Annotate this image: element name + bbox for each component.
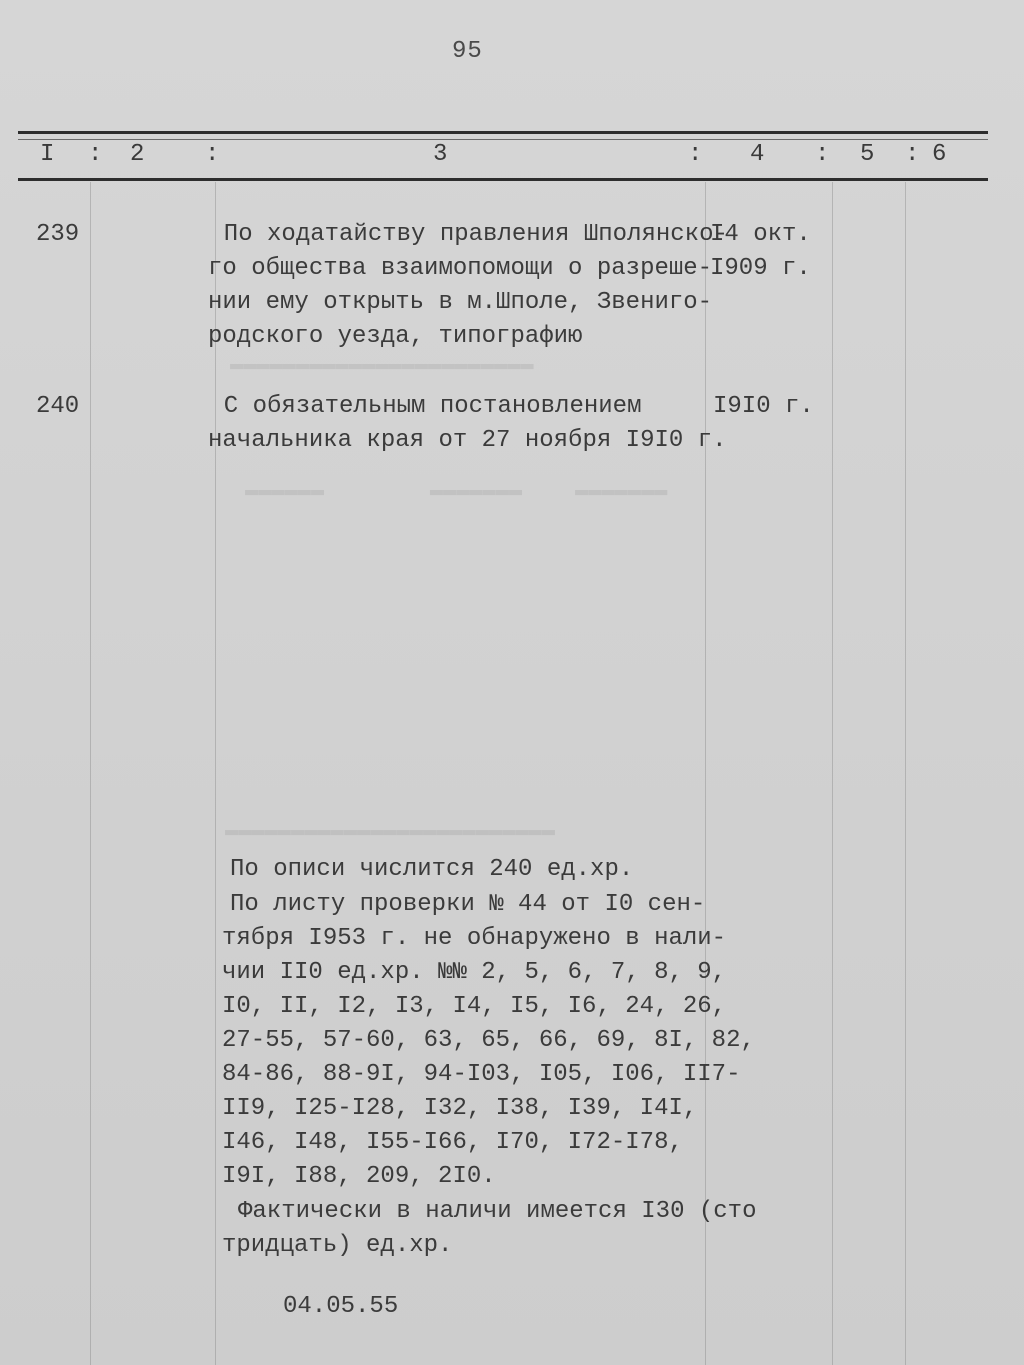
column-separator: : xyxy=(905,141,920,168)
entry-number-239: 239 xyxy=(36,221,80,248)
entry-239-line-3: нии ему открыть в м.Шполе, Звениго- xyxy=(208,289,713,316)
column-divider xyxy=(215,182,216,1365)
entry-239-date-line-1: I4 окт. xyxy=(710,221,811,248)
column-separator: : xyxy=(205,141,220,168)
table-top-rule-thin xyxy=(18,139,988,140)
summary-line: II9, I25-I28, I32, I38, I39, I4I, xyxy=(222,1095,698,1122)
footer-date: 04.05.55 xyxy=(283,1293,399,1320)
entry-240-line-1: С обязательным постановлением xyxy=(195,393,642,420)
column-header-2: 2 xyxy=(130,141,145,168)
entry-number-240: 240 xyxy=(36,393,80,420)
column-header-4: 4 xyxy=(750,141,765,168)
column-divider xyxy=(832,182,833,1365)
summary-line: По описи числится 240 ед.хр. xyxy=(230,856,634,883)
show-through-texture: ▬▬▬▬▬▬▬▬▬▬▬▬▬▬▬▬▬▬▬▬▬▬▬▬▬ xyxy=(225,818,556,843)
column-separator: : xyxy=(688,141,703,168)
table-top-rule xyxy=(18,131,988,134)
summary-line: 84-86, 88-9I, 94-I03, I05, I06, II7- xyxy=(222,1061,741,1088)
column-divider xyxy=(705,182,706,1365)
summary-line: чии II0 ед.хр. №№ 2, 5, 6, 7, 8, 9, xyxy=(222,959,727,986)
entry-239-line-1: По ходатайству правления Шполянско- xyxy=(195,221,728,248)
entry-239-line-2: го общества взаимопомощи о разреше- xyxy=(208,255,713,282)
page-number: 95 xyxy=(452,38,483,65)
column-separator: : xyxy=(815,141,830,168)
column-separator: : xyxy=(88,141,103,168)
column-divider xyxy=(90,182,91,1365)
column-header-1: I xyxy=(40,141,55,168)
summary-line: тридцать) ед.хр. xyxy=(222,1232,453,1259)
entry-239-date-line-2: I909 г. xyxy=(710,255,811,282)
show-through-texture: ▬▬▬▬▬▬▬▬▬▬▬▬▬▬▬▬▬▬▬▬▬▬▬ xyxy=(230,352,534,377)
entry-240-date: I9I0 г. xyxy=(713,393,814,420)
summary-line: Фактически в наличи имеется I30 (сто xyxy=(238,1198,757,1225)
column-divider xyxy=(905,182,906,1365)
column-header-6: 6 xyxy=(932,141,947,168)
summary-line: I46, I48, I55-I66, I70, I72-I78, xyxy=(222,1129,683,1156)
summary-line: тября I953 г. не обнаружено в нали- xyxy=(222,925,727,952)
summary-line: По листу проверки № 44 от I0 сен- xyxy=(230,891,706,918)
column-header-3: 3 xyxy=(433,141,448,168)
column-header-5: 5 xyxy=(860,141,875,168)
entry-240-line-2: начальника края от 27 ноября I9I0 г. xyxy=(208,427,727,454)
summary-line: I0, II, I2, I3, I4, I5, I6, 24, 26, xyxy=(222,993,727,1020)
summary-line: 27-55, 57-60, 63, 65, 66, 69, 8I, 82, xyxy=(222,1027,755,1054)
summary-line: I9I, I88, 209, 2I0. xyxy=(222,1163,496,1190)
table-header-bottom-rule xyxy=(18,178,988,181)
entry-239-line-4: родского уезда, типографию xyxy=(208,323,583,350)
show-through-texture: ▬▬▬▬▬▬ ▬▬▬▬▬▬▬ ▬▬▬▬▬▬▬ xyxy=(245,478,668,503)
